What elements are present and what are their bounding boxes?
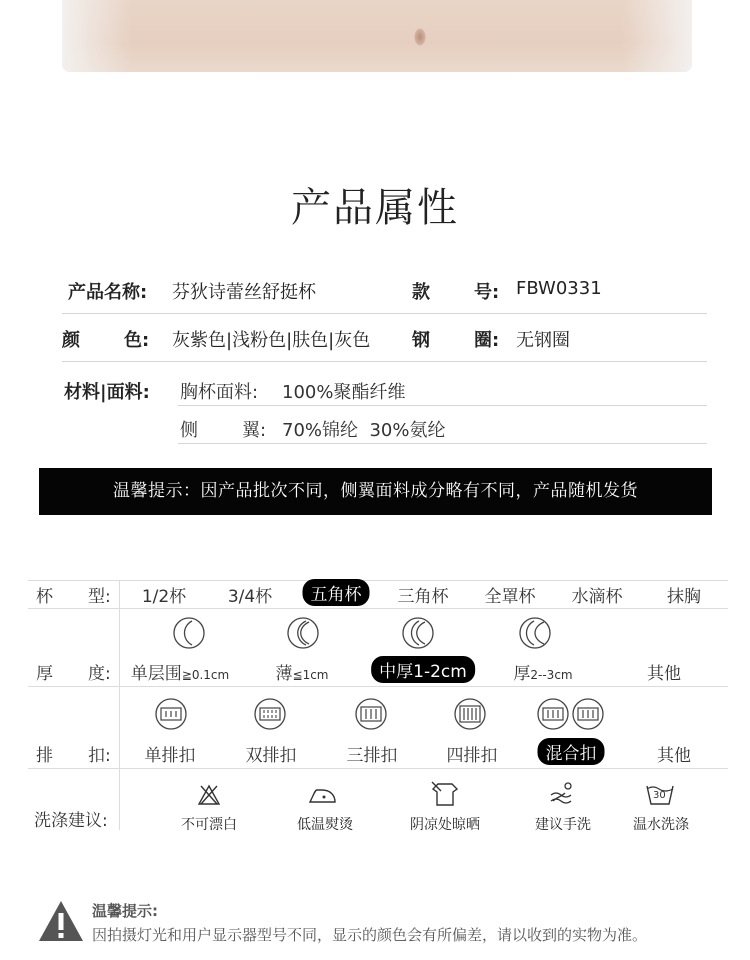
cup-option: 抹胸: [667, 587, 701, 607]
hook-option: 双排扣: [245, 746, 297, 766]
wash-label: 建议手洗: [535, 817, 591, 833]
hand-wash-icon: [549, 781, 577, 807]
hook-label-1: 排: [36, 746, 53, 766]
hook-option: 三排扣: [346, 746, 398, 766]
model-value: FBW0331: [516, 278, 602, 299]
cup-type-label-1: 杯: [36, 587, 53, 607]
warning-text: 因拍摄灯光和用户显示器型号不同，显示的颜色会有所偏差，请以收到的实物为准。: [92, 926, 648, 944]
divider: [178, 443, 707, 444]
thickness-thin-icon: [286, 616, 320, 650]
thickness-option-sub: 2--3cm: [530, 668, 573, 682]
wash-label: 阴凉处晾晒: [410, 817, 480, 833]
cup-option-selected: 五角杯: [303, 579, 370, 606]
thickness-option: [513, 659, 572, 684]
model-label-2: 号:: [474, 282, 500, 303]
name-label: 产品名称:: [68, 282, 148, 303]
mixed-hook-icon: [536, 697, 606, 731]
material-row-wing: [178, 406, 707, 444]
product-photo: [62, 0, 692, 72]
thickness-option-selected: 中厚1-2cm: [371, 656, 475, 683]
thickness-label-1: 厚: [36, 664, 53, 684]
thickness-option-sub: ≧0.1cm: [181, 668, 230, 682]
cup-type-label-2: 型:: [88, 587, 111, 607]
wire-value: 无钢圈: [516, 330, 570, 351]
color-label-1: 颜: [62, 330, 80, 351]
cup-option: 1/2杯: [141, 587, 187, 607]
hook-option: 四排扣: [446, 746, 498, 766]
washing-label: 洗涤建议:: [34, 811, 108, 831]
cup-option: 全罩杯: [484, 587, 536, 607]
photo-shade: [622, 0, 692, 72]
color-label-2: 色:: [124, 330, 150, 351]
section-title: 产品属性: [291, 185, 459, 231]
thickness-option-main: 薄: [275, 664, 293, 684]
wire-label-2: 圈:: [474, 330, 500, 351]
thickness-option-main: 单层围: [130, 664, 182, 684]
divider: [62, 361, 707, 362]
model-label-1: 款: [412, 282, 430, 303]
hook-option-selected: 混合扣: [538, 738, 605, 765]
low-iron-icon: [308, 785, 338, 805]
grid-line: [28, 686, 728, 687]
single-hook-icon: [154, 697, 188, 731]
hook-option: 其他: [657, 746, 691, 766]
material-cup-label: 胸杯面料:: [180, 382, 259, 403]
wash-label: 不可漂白: [181, 817, 237, 833]
material-wing-label-1: 侧: [180, 420, 198, 441]
cup-option: 三角杯: [397, 587, 449, 607]
thickness-single-icon: [172, 616, 206, 650]
name-value: 芬狄诗蕾丝舒挺杯: [172, 282, 316, 303]
grid-line: [119, 580, 120, 830]
grid-line: [28, 768, 728, 769]
shade-dry-icon: [431, 781, 459, 807]
warning-title: 温馨提示:: [92, 902, 158, 920]
double-hook-icon: [253, 697, 287, 731]
warning-triangle-icon: [37, 899, 85, 943]
thickness-thick-icon: [518, 616, 552, 650]
thickness-option: 其他: [647, 664, 681, 684]
cup-option: 水滴杯: [571, 587, 623, 607]
color-value: 灰紫色|浅粉色|肤色|灰色: [172, 330, 371, 351]
wash-temp-text: 30: [653, 790, 666, 801]
thickness-option-sub: ≦1cm: [292, 668, 329, 682]
wire-label-1: 钢: [412, 330, 430, 351]
cup-option: 3/4杯: [227, 587, 273, 607]
material-label: 材料|面料:: [64, 382, 150, 403]
warm-wash-icon: [645, 782, 675, 806]
thickness-option: [276, 659, 329, 684]
material-row-cup: [178, 368, 707, 406]
triple-hook-icon: [354, 697, 388, 731]
material-wing-label-2: 翼:: [242, 420, 267, 441]
thickness-option: [131, 659, 229, 684]
attr-row-name: [62, 266, 707, 314]
grid-line: [28, 608, 728, 609]
wash-label: 低温熨烫: [297, 817, 353, 833]
photo-shade: [62, 0, 132, 72]
material-cup-value: 100%聚酯纤维: [282, 382, 406, 403]
photo-detail: [414, 28, 426, 46]
thickness-medium-icon: [401, 616, 435, 650]
grid-line: [28, 580, 728, 581]
thickness-option-main: 厚: [513, 664, 531, 684]
material-wing-value: 70%锦纶 30%氨纶: [282, 420, 446, 441]
no-bleach-icon: [196, 783, 222, 807]
hook-label-2: 扣:: [88, 746, 111, 766]
attr-row-color: [62, 314, 707, 362]
attr-row-material: [62, 366, 178, 406]
thickness-label-2: 度:: [88, 664, 111, 684]
wash-label: 温水洗涤: [633, 817, 689, 833]
quad-hook-icon: [453, 697, 487, 731]
hook-option: 单排扣: [144, 746, 196, 766]
notice-banner: 温馨提示：因产品批次不同，侧翼面料成分略有不同，产品随机发货: [39, 468, 712, 515]
